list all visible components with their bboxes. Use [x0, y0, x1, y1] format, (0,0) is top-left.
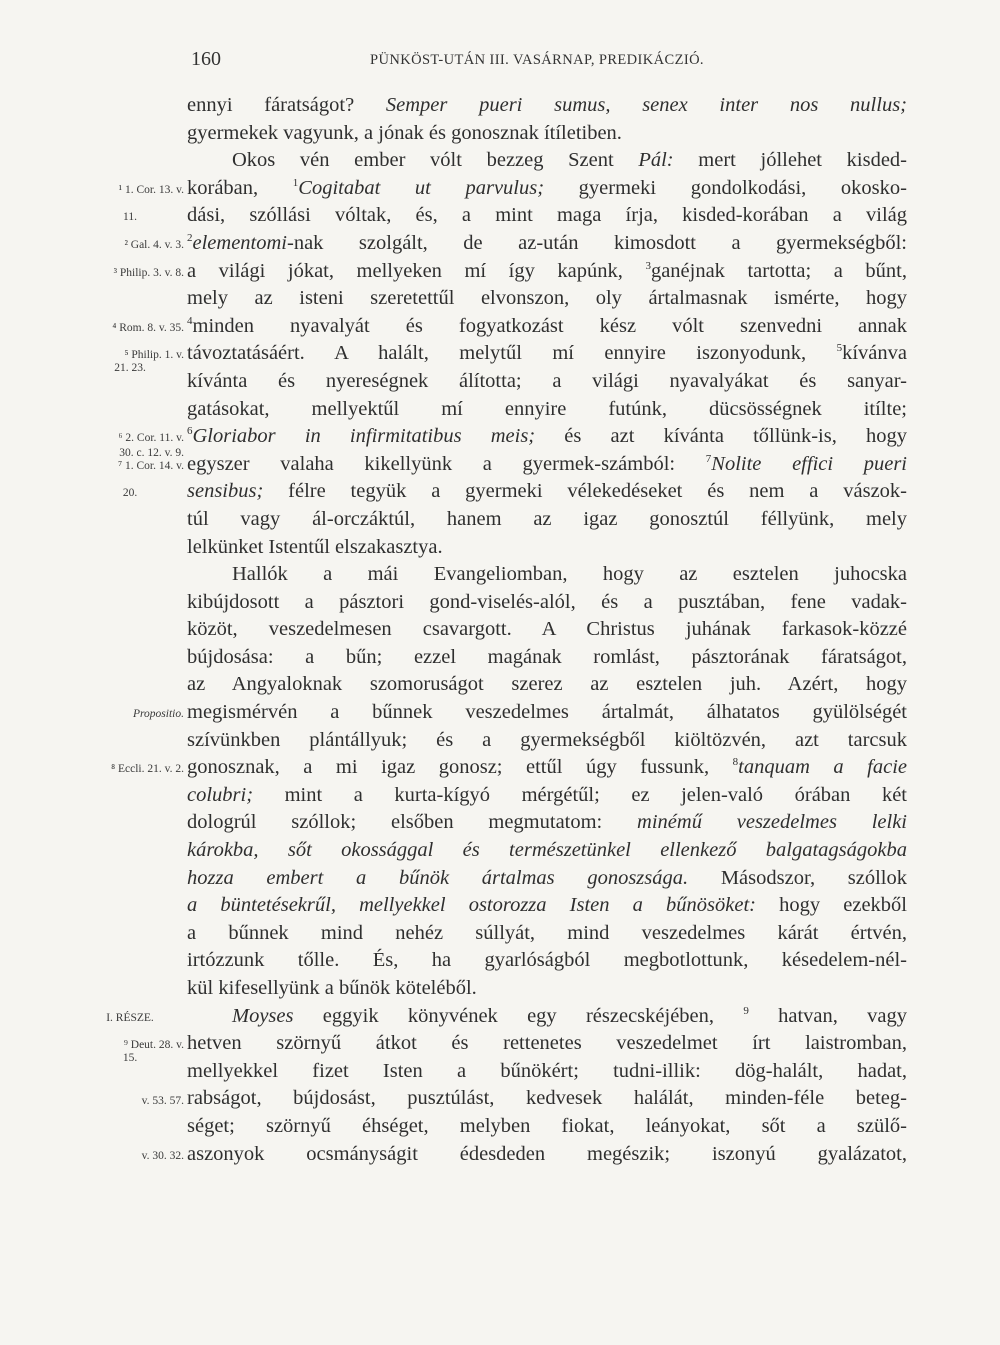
- text-span: megismérvén a bűnnek veszedelmes ártalmát, álhatatos gyülölségét: [187, 701, 907, 724]
- text-line: [187, 1141, 907, 1169]
- text-span: rabságot, bújdosást, pusztúlást, kedvesek halálát, minden-féle beteg-: [187, 1087, 907, 1110]
- text-line: [187, 1058, 907, 1086]
- text-line: [187, 1003, 907, 1031]
- text-line: [187, 699, 907, 727]
- text-span: kül kifesellyünk a bűnök köteléből.: [187, 977, 477, 999]
- text-span: az Angyaloknak szomoruságot szerez az esztelen juh. Azért, hogy: [187, 673, 907, 696]
- text-span: Hallók a mái Evangeliomban, hogy az esztelen juhocska: [232, 563, 907, 586]
- text-span: a bűnnek mind nehéz súllyát, mind veszedelmes kárát értvén,: [187, 921, 907, 944]
- text-line: [187, 175, 907, 203]
- margin-note: v. 53. 57.: [141, 1094, 184, 1107]
- footnote-ref: 1: [292, 176, 299, 189]
- latin-quote: minémű veszedelmes lelki: [637, 811, 907, 834]
- page-number: 160: [191, 48, 221, 70]
- latin-quote: hozza embert a bűnök ártalmas gonoszsága.: [187, 866, 689, 889]
- margin-note: I. RÉSZE.: [106, 1011, 154, 1024]
- latin-quote: Cogitabat ut parvulus;: [298, 176, 545, 199]
- text-span: irtózzunk tőlle. És, ha gyarlóságból megbotlottunk, késedelem-nél-: [187, 949, 907, 972]
- latin-quote: Nolite effici pueri: [711, 452, 907, 475]
- text-line: [187, 92, 907, 120]
- margin-note: v. 30. 32.: [141, 1149, 184, 1162]
- text-span: Okos vén ember vólt bezzeg Szent: [232, 149, 639, 172]
- latin-quote: károkba, sőt okossággal és természetünkel ellenkező balgatagságokba: [187, 839, 907, 862]
- text-span: gonosznak, a mi igaz gonosz; ettűl úgy fussunk,: [187, 756, 733, 779]
- footnote-ref: 8: [732, 756, 739, 769]
- text-span: közöt, veszedelmesen csavargott. A Christus juhának farkasok-közzé: [187, 618, 907, 641]
- margin-note: ¹ 1. Cor. 13. v.: [118, 183, 184, 196]
- footnote-ref: 9: [743, 1004, 749, 1017]
- latin-quote: Pál:: [638, 149, 674, 172]
- text-span: dási, szóllási vóltak, és, a mint maga írja, kisded-korában a világ: [187, 204, 907, 227]
- text-span: hatvan, vagy: [748, 1004, 908, 1027]
- text-span: gyermekek vagyunk, a jónak és gonosznak ítíletiben.: [187, 121, 622, 144]
- text-span: séget; szörnyű éhséget, melyben fiokat, leányokat, sőt a szülő-: [187, 1114, 907, 1137]
- margin-note: 21. 23.: [114, 361, 146, 374]
- footnote-ref: 5: [836, 342, 843, 355]
- text-span: mely az isteni szeretettűl elvonszon, oly ártalmasnak ismérte, hogy: [187, 287, 907, 310]
- margin-note: 15.: [122, 1051, 138, 1064]
- text-line: [187, 975, 907, 1003]
- text-span: kívánva: [842, 342, 907, 365]
- text-span: eggyik könyvének egy részecskéjében,: [293, 1004, 744, 1027]
- text-line: [187, 451, 907, 479]
- footnote-ref: 4: [187, 314, 193, 327]
- margin-note: 11.: [123, 211, 137, 224]
- text-line: [187, 340, 907, 368]
- text-line: [187, 589, 907, 617]
- text-span: félre tegyük a gyermeki vélekedéseket és nem a vászok-: [263, 480, 907, 503]
- latin-quote: Gloriabor in infirmitatibus meis;: [192, 425, 536, 448]
- latin-quote: tanquam a facie: [738, 756, 907, 779]
- text-line: [187, 202, 907, 230]
- text-span: kívánta és nyereségnek álította; a világi nyavalyákat és sanyar-: [187, 369, 907, 392]
- text-line: [187, 561, 907, 589]
- text-line: [187, 782, 907, 810]
- running-title: PÜNKÖST-UTÁN III. VASÁRNAP, PREDIKÁCZIÓ.: [370, 52, 704, 68]
- text-line: [187, 396, 907, 424]
- text-span: hogy ezekből: [755, 894, 907, 917]
- text-span: egyszer valaha kikellyünk a gyermek-számból:: [187, 452, 706, 475]
- margin-note: ⁴ Rom. 8. v. 35.: [112, 321, 184, 334]
- text-line: [187, 892, 907, 920]
- margin-note: ⁷ 1. Cor. 14. v.: [118, 459, 184, 472]
- text-span: mint a kurta-kígyó mérgétűl; ez jelen-való órában két: [253, 783, 907, 806]
- text-line: [187, 809, 907, 837]
- text-line: [187, 368, 907, 396]
- text-line: [187, 478, 907, 506]
- text-span: gatásokat, mellyektűl mí ennyire futúnk, dücsösségnek itílte;: [187, 397, 907, 420]
- text-line: [187, 671, 907, 699]
- text-line: [187, 285, 907, 313]
- latin-quote: sensibus;: [187, 480, 264, 503]
- margin-note: ² Gal. 4. v. 3.: [124, 239, 184, 251]
- text-span: kibújdosott a pásztori gond-viselés-alól, és a pusztában, fene vadak-: [187, 590, 907, 613]
- text-span: bújdosása: a bűn; ezzel magának romlást, pásztorának fáratságot,: [187, 645, 907, 668]
- latin-quote: Semper pueri sumus, senex inter nos nullus;: [385, 94, 907, 116]
- footnote-ref: 2: [187, 231, 193, 244]
- text-span: lelkünket Istentűl elszakasztya.: [187, 535, 443, 558]
- text-span: hetven szörnyű átkot és rettenetes veszedelmet írt laistromban,: [187, 1032, 907, 1055]
- latin-quote: elementomi: [192, 231, 287, 254]
- latin-quote: colubri;: [187, 783, 254, 806]
- text-line: [187, 644, 907, 672]
- text-line: [187, 423, 907, 451]
- text-span: Másodszor, szóllok: [688, 866, 907, 889]
- text-line: [187, 230, 907, 258]
- margin-note: ⁹ Deut. 28. v.: [123, 1039, 184, 1052]
- text-line: [187, 865, 907, 893]
- text-span: szívünkben plántállyuk; és a gyermekségből kiöltözvén, azt tarcsuk: [187, 728, 907, 751]
- text-span: túl vagy ál-orczáktúl, hanem az igaz gonosztúl féllyünk, mely: [187, 507, 907, 530]
- text-span: aszonyok ocsmányságit édesdeden megészik; iszonyú gyalázatot,: [187, 1142, 907, 1165]
- main-text-column: [187, 92, 907, 1168]
- text-line: [187, 147, 907, 175]
- text-line: [187, 754, 907, 782]
- text-line: [187, 506, 907, 534]
- footnote-ref: 6: [187, 425, 193, 438]
- text-line: [187, 120, 907, 148]
- text-span: -nak szolgált, de az-után kimosdott a gyermekségből:: [287, 231, 907, 254]
- latin-quote: Moyses: [232, 1004, 294, 1027]
- margin-note: ⁸ Eccli. 21. v. 2.: [111, 763, 184, 776]
- text-line: [187, 1085, 907, 1113]
- text-line: [187, 258, 907, 286]
- text-span: és azt kívánta tőllünk-is, hogy: [535, 425, 907, 448]
- text-line: [187, 313, 907, 341]
- text-span: korában,: [187, 176, 293, 199]
- margin-note: 30. c. 12. v. 9.: [119, 447, 184, 460]
- text-line: [187, 534, 907, 562]
- margin-note: ⁵ Philip. 1. v.: [124, 349, 184, 362]
- text-line: [187, 1030, 907, 1058]
- text-line: [187, 727, 907, 755]
- text-line: [187, 837, 907, 865]
- footnote-ref: 3: [645, 259, 651, 272]
- margin-note: 20.: [122, 487, 138, 500]
- text-span: mellyekkel fizet Isten a bűnökért; tudni-illik: dög-halált, hadat,: [187, 1059, 907, 1082]
- text-line: [187, 947, 907, 975]
- page-header: [0, 48, 1000, 78]
- text-line: [187, 616, 907, 644]
- margin-note: Propositio.: [132, 708, 184, 721]
- text-line: [187, 1113, 907, 1141]
- text-line: [187, 920, 907, 948]
- text-span: minden nyavalyát és fogyatkozást kész vólt szenvedni annak: [192, 314, 907, 337]
- margin-note: ³ Philip. 3. v. 8.: [113, 266, 184, 279]
- text-span: mert jóllehet kisded-: [673, 149, 907, 172]
- text-span: gyermeki gondolkodási, okosko-: [544, 176, 907, 199]
- text-span: ganéjnak tartotta; a bűnt,: [650, 259, 907, 282]
- latin-quote: a büntetésekrűl, mellyekkel ostorozza Isten a bűnösöket:: [187, 894, 756, 917]
- text-span: távoztatásáért. A halált, melytűl mí ennyire iszonyodunk,: [187, 342, 837, 365]
- text-span: dologrúl szóllok; elsőben megmutatom:: [187, 811, 638, 834]
- text-span: ennyi fáratságot?: [187, 94, 386, 116]
- margin-note: ⁶ 2. Cor. 11. v.: [118, 432, 184, 445]
- text-span: a világi jókat, mellyeken mí így kapúnk,: [187, 259, 646, 282]
- footnote-ref: 7: [705, 452, 712, 465]
